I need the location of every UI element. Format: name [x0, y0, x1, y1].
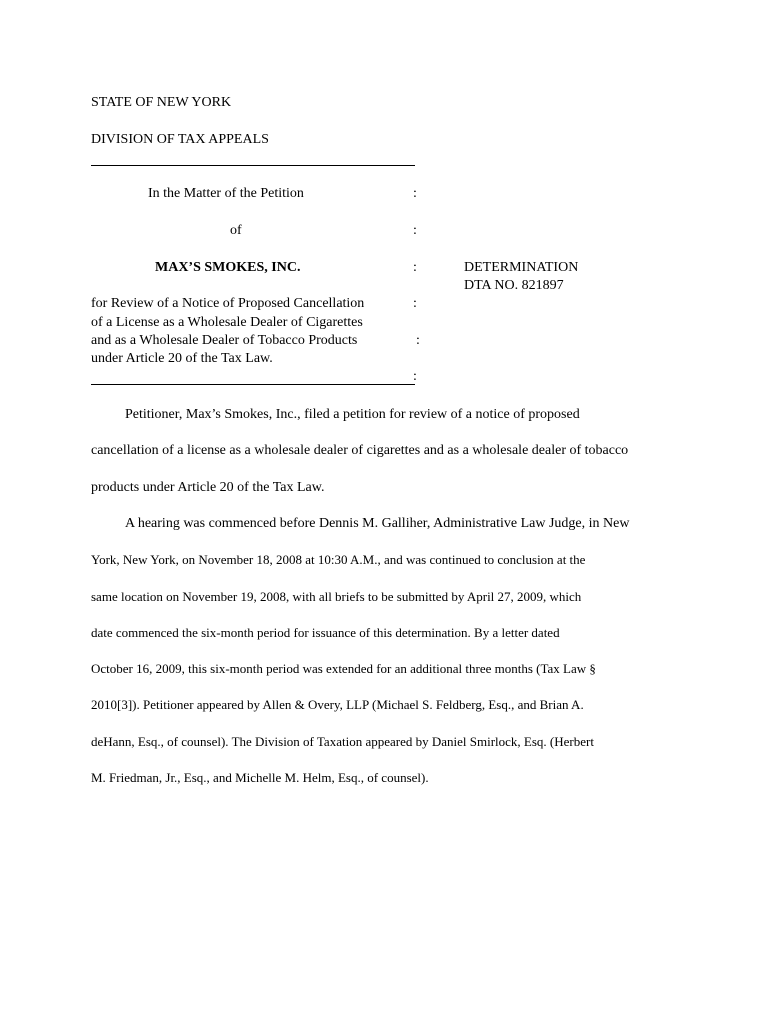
paragraph-2-line: York, New York, on November 18, 2008 at 10:30 A.M., and was continued to conclusion at the	[91, 552, 586, 567]
caption-colon: :	[413, 223, 417, 238]
paragraph-2-line: M. Friedman, Jr., Esq., and Michelle M. Helm, Esq., of counsel).	[91, 770, 429, 785]
caption-colon: :	[413, 186, 417, 201]
caption-colon: :	[416, 333, 420, 348]
paragraph-2-line: A hearing was commenced before Dennis M. Galliher, Administrative Law Judge, in New	[125, 516, 630, 531]
paragraph-1-line: cancellation of a license as a wholesale dealer of cigarettes and as a wholesale dealer of tobacco	[91, 443, 629, 458]
caption-bottom-rule	[91, 384, 415, 385]
paragraph-2-line: 2010[3]). Petitioner appeared by Allen & Overy, LLP (Michael S. Feldberg, Esq., and Brian A.	[91, 697, 584, 712]
determination-label: DETERMINATION	[464, 260, 579, 275]
of-line: of	[230, 223, 242, 238]
dta-number: DTA NO. 821897	[464, 278, 564, 293]
caption-colon: :	[413, 369, 417, 384]
paragraph-2-line: deHann, Esq., of counsel). The Division of Taxation appeared by Daniel Smirlock, Esq. (Herbert	[91, 734, 594, 749]
review-line-4: under Article 20 of the Tax Law.	[91, 351, 273, 366]
paragraph-1-line: Petitioner, Max’s Smokes, Inc., filed a petition for review of a notice of proposed	[125, 407, 580, 422]
state-heading: STATE OF NEW YORK	[91, 95, 232, 110]
paragraph-2-line: same location on November 19, 2008, with all briefs to be submitted by April 27, 2009, which	[91, 589, 582, 604]
paragraph-2-line: date commenced the six-month period for issuance of this determination. By a letter dated	[91, 625, 560, 640]
division-heading: DIVISION OF TAX APPEALS	[91, 132, 269, 147]
review-line-1: for Review of a Notice of Proposed Cancellation	[91, 296, 365, 311]
review-line-3: and as a Wholesale Dealer of Tobacco Products	[91, 333, 358, 348]
petitioner-name: MAX’S SMOKES, INC.	[155, 260, 301, 275]
caption-colon: :	[413, 296, 417, 311]
paragraph-2-line: October 16, 2009, this six-month period was extended for an additional three months (Tax Law §	[91, 661, 596, 676]
caption-top-rule	[91, 165, 415, 166]
caption-colon: :	[413, 260, 417, 275]
paragraph-1-line: products under Article 20 of the Tax Law.	[91, 480, 325, 495]
review-line-2: of a License as a Wholesale Dealer of Cigarettes	[91, 315, 363, 330]
matter-line: In the Matter of the Petition	[148, 186, 304, 201]
